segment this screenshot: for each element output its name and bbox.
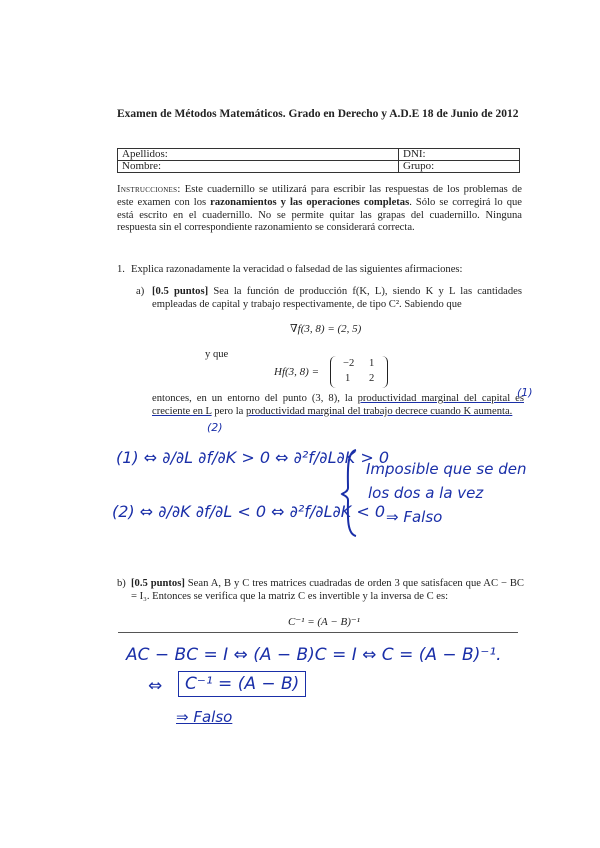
grupo-field: Grupo: (399, 161, 520, 173)
hessian-matrix (330, 356, 388, 388)
question-1-text: Explica razonadamente la veracidad o falsedad de las siguientes afirmaciones: (131, 264, 463, 275)
dni-field: DNI: (399, 149, 520, 161)
question-1-number: 1. (117, 264, 125, 275)
hessian-a22: 2 (369, 373, 375, 384)
handwritten-brace (338, 446, 364, 540)
part-b-formula: C⁻¹ = (A − B)⁻¹ (288, 616, 360, 628)
handwritten-note-2: los dos a la vez (368, 484, 484, 502)
instructions-bold: razonamientos y las operaciones completas (210, 196, 410, 208)
hessian-a11: −2 (343, 358, 355, 369)
handwritten-mark-2: (2) (207, 421, 223, 434)
handwritten-line-2: (2) ⇔ ∂/∂K ∂f/∂L < 0 ⇔ ∂²f/∂L∂K < 0 (112, 502, 385, 521)
instructions-lead: Instrucciones: (117, 184, 181, 195)
nombre-field: Nombre: (118, 161, 399, 173)
handwritten-b-boxed-result: C⁻¹ = (A − B) (178, 671, 306, 697)
part-a-statement: [0.5 puntos] Sea la función de producción f(K, L), siendo K y L las cantidades empleadas de capital y trabajo respectivamente, de tipo C². Sabiendo que (152, 286, 522, 310)
handwritten-b-line-1: AC − BC = I ⇔ (A − B)C = I ⇔ C = (A − B)⁻¹. (126, 645, 502, 665)
student-info-table (117, 148, 520, 173)
claim-labour: productividad marginal del trabajo decrece cuando K aumenta. (246, 405, 513, 417)
apellidos-field: Apellidos: (118, 149, 399, 161)
part-a-label: a) (136, 286, 145, 297)
divider-line (118, 632, 518, 633)
handwritten-b-conclusion: ⇒ Falso (176, 708, 233, 726)
exam-date: 18 de Junio de 2012 (422, 108, 519, 120)
part-b-points: [0.5 puntos] (131, 578, 185, 589)
gradient-formula: ∇f(3, 8) = (2, 5) (290, 323, 362, 335)
exam-title: Examen de Métodos Matemáticos. Grado en Derecho y A.D.E (117, 108, 420, 120)
handwritten-b-arrow: ⇔ (148, 676, 163, 696)
part-b-statement: [0.5 puntos] Sean A, B y C tres matrices cuadradas de orden 3 que satisfacen que AC − BC = I₃. Entonces se verifica que la matriz C es invertible y la inversa de C es: (131, 578, 524, 602)
part-a-points: [0.5 puntos] (152, 286, 209, 297)
handwritten-mark-1: (1) (517, 386, 533, 399)
hessian-label: Hf(3, 8) = (274, 366, 319, 378)
part-b-label: b) (117, 578, 126, 589)
y-que-text: y que (205, 349, 229, 360)
instructions: Instrucciones: Este cuadernillo se utilizará para escribir las respuestas de los problemas de este examen con los razonamientos y las operaciones completas. Sólo se corregirá lo que está escrito en el cuadernillo. No se permite quitar las grapas del cuadernillo. Ninguna respuesta sin el correspondiente razonamiento se considerará correcta. (117, 184, 522, 234)
part-a-conclusion: entonces, en un entorno del punto (3, 8), la productividad marginal del capital es creciente en L pero la productividad marginal del trabajo decrece cuando K aumenta. (152, 393, 524, 417)
handwritten-line-1: (1) ⇔ ∂/∂L ∂f/∂K > 0 ⇔ ∂²f/∂L∂K > 0 (116, 448, 389, 467)
hessian-a12: 1 (369, 358, 375, 369)
handwritten-note-3: ⇒ Falso (386, 508, 443, 526)
hessian-a21: 1 (345, 373, 351, 384)
claim-capital: productividad marginal del capital es creciente en L (152, 393, 524, 417)
handwritten-note-1: Imposible que se den (366, 460, 527, 478)
